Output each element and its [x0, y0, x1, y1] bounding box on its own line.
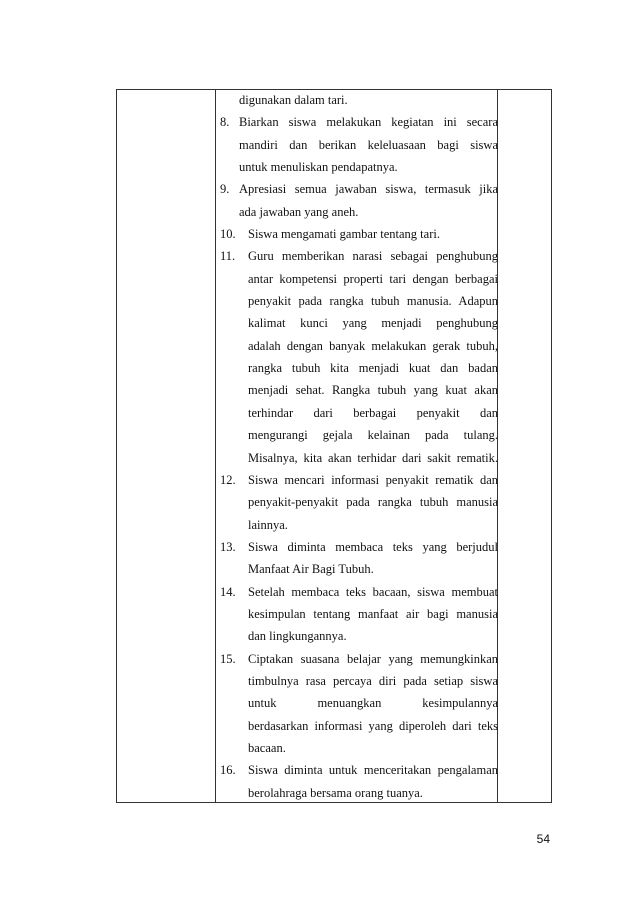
step-text: untuk menuangkan kesimpulannya — [248, 696, 498, 711]
step-continuation-line — [220, 201, 498, 223]
step-continuation-line — [220, 134, 498, 156]
step-continuation-line — [220, 268, 498, 290]
step-number: 14. — [220, 584, 236, 599]
numbered-step-line — [220, 648, 498, 670]
step-continuation-line — [220, 379, 498, 401]
step-text: penyakit pada rangka tubuh manusia. Adapun — [248, 294, 498, 309]
step-continuation-line — [220, 290, 498, 312]
numbered-step-line — [220, 111, 498, 133]
table-left-border — [116, 89, 117, 803]
activity-steps-cell — [220, 89, 498, 804]
step-number: 13. — [220, 539, 236, 554]
step-text: Setelah membaca teks bacaan, siswa membuat — [248, 584, 498, 599]
step-text: ada jawaban yang aneh. — [239, 204, 359, 219]
step-continuation-line — [220, 715, 498, 737]
step-text: Siswa mengamati gambar tentang tari. — [248, 227, 440, 242]
step-text: kalimat kunci yang menjadi penghubung — [248, 316, 498, 331]
step-continuation-line — [220, 357, 498, 379]
step-continuation-line — [220, 402, 498, 424]
step-continuation-line — [220, 670, 498, 692]
step-text: rangka tubuh kita menjadi kuat dan badan — [248, 361, 498, 376]
step-text: antar kompetensi properti tari dengan berbagai — [248, 271, 498, 286]
numbered-step-line — [220, 581, 498, 603]
step-text: Guru memberikan narasi sebagai penghubung — [248, 249, 498, 264]
step-text: Siswa mencari informasi penyakit rematik dan — [248, 472, 498, 487]
step-continuation-line — [220, 89, 498, 111]
step-continuation-line — [220, 491, 498, 513]
step-continuation-line — [220, 424, 498, 446]
step-continuation-line — [220, 603, 498, 625]
step-continuation-line — [220, 447, 498, 469]
step-number: 10. — [220, 227, 236, 242]
step-text: timbulnya rasa percaya diri pada setiap siswa — [248, 673, 498, 688]
numbered-step-line — [220, 245, 498, 267]
step-continuation-line — [220, 737, 498, 759]
step-text: Misalnya, kita akan terhidar dari sakit rematik. — [248, 450, 498, 465]
step-text: terhindar dari berbagai penyakit dan — [248, 405, 498, 420]
numbered-step-line — [220, 223, 498, 245]
step-number: 9. — [220, 182, 230, 197]
step-text: lainnya. — [248, 517, 288, 532]
step-text: digunakan dalam tari. — [239, 93, 348, 107]
numbered-step-line — [220, 469, 498, 491]
step-text: adalah dengan banyak melakukan gerak tubuh, — [248, 338, 498, 353]
step-number: 12. — [220, 472, 236, 487]
page-number: 54 — [536, 832, 550, 846]
numbered-step-line — [220, 759, 498, 781]
step-text: penyakit-penyakit pada rangka tubuh manusia — [248, 495, 498, 510]
step-text: Siswa diminta untuk menceritakan pengalaman — [248, 763, 498, 778]
step-text: untuk menuliskan pendapatnya. — [239, 160, 398, 175]
numbered-step-line — [220, 536, 498, 558]
step-text: Siswa diminta membaca teks yang berjudul — [248, 539, 498, 554]
numbered-step-line — [220, 178, 498, 200]
table-right-border — [551, 89, 552, 803]
step-continuation-line — [220, 558, 498, 580]
step-continuation-line — [220, 156, 498, 178]
step-text: berolahraga bersama orang tuanya. — [248, 785, 423, 800]
step-continuation-line — [220, 312, 498, 334]
table-column-divider-1 — [215, 89, 216, 803]
step-number: 8. — [220, 115, 230, 130]
step-text: mengurangi gejala kelainan pada tulang. — [248, 428, 498, 443]
step-continuation-line — [220, 782, 498, 804]
step-text: kesimpulan tentang manfaat air bagi manusia — [248, 606, 498, 621]
step-text: Biarkan siswa melakukan kegiatan ini secara — [239, 115, 498, 130]
step-number: 15. — [220, 651, 236, 666]
step-text: dan lingkungannya. — [248, 629, 347, 644]
step-continuation-line — [220, 514, 498, 536]
step-text: mandiri dan berikan keleluasaan bagi siswa — [239, 137, 498, 152]
step-text: bacaan. — [248, 740, 286, 755]
step-continuation-line — [220, 625, 498, 647]
step-text: Ciptakan suasana belajar yang memungkinkan — [248, 651, 498, 666]
step-text: menjadi sehat. Rangka tubuh yang kuat akan — [248, 383, 498, 398]
step-continuation-line — [220, 692, 498, 714]
step-text: Manfaat Air Bagi Tubuh. — [248, 562, 374, 577]
step-number: 11. — [220, 249, 236, 264]
step-text: Apresiasi semua jawaban siswa, termasuk jika — [239, 182, 498, 197]
step-continuation-line — [220, 335, 498, 357]
step-number: 16. — [220, 763, 236, 778]
step-text: berdasarkan informasi yang diperoleh dari teks — [248, 718, 498, 733]
